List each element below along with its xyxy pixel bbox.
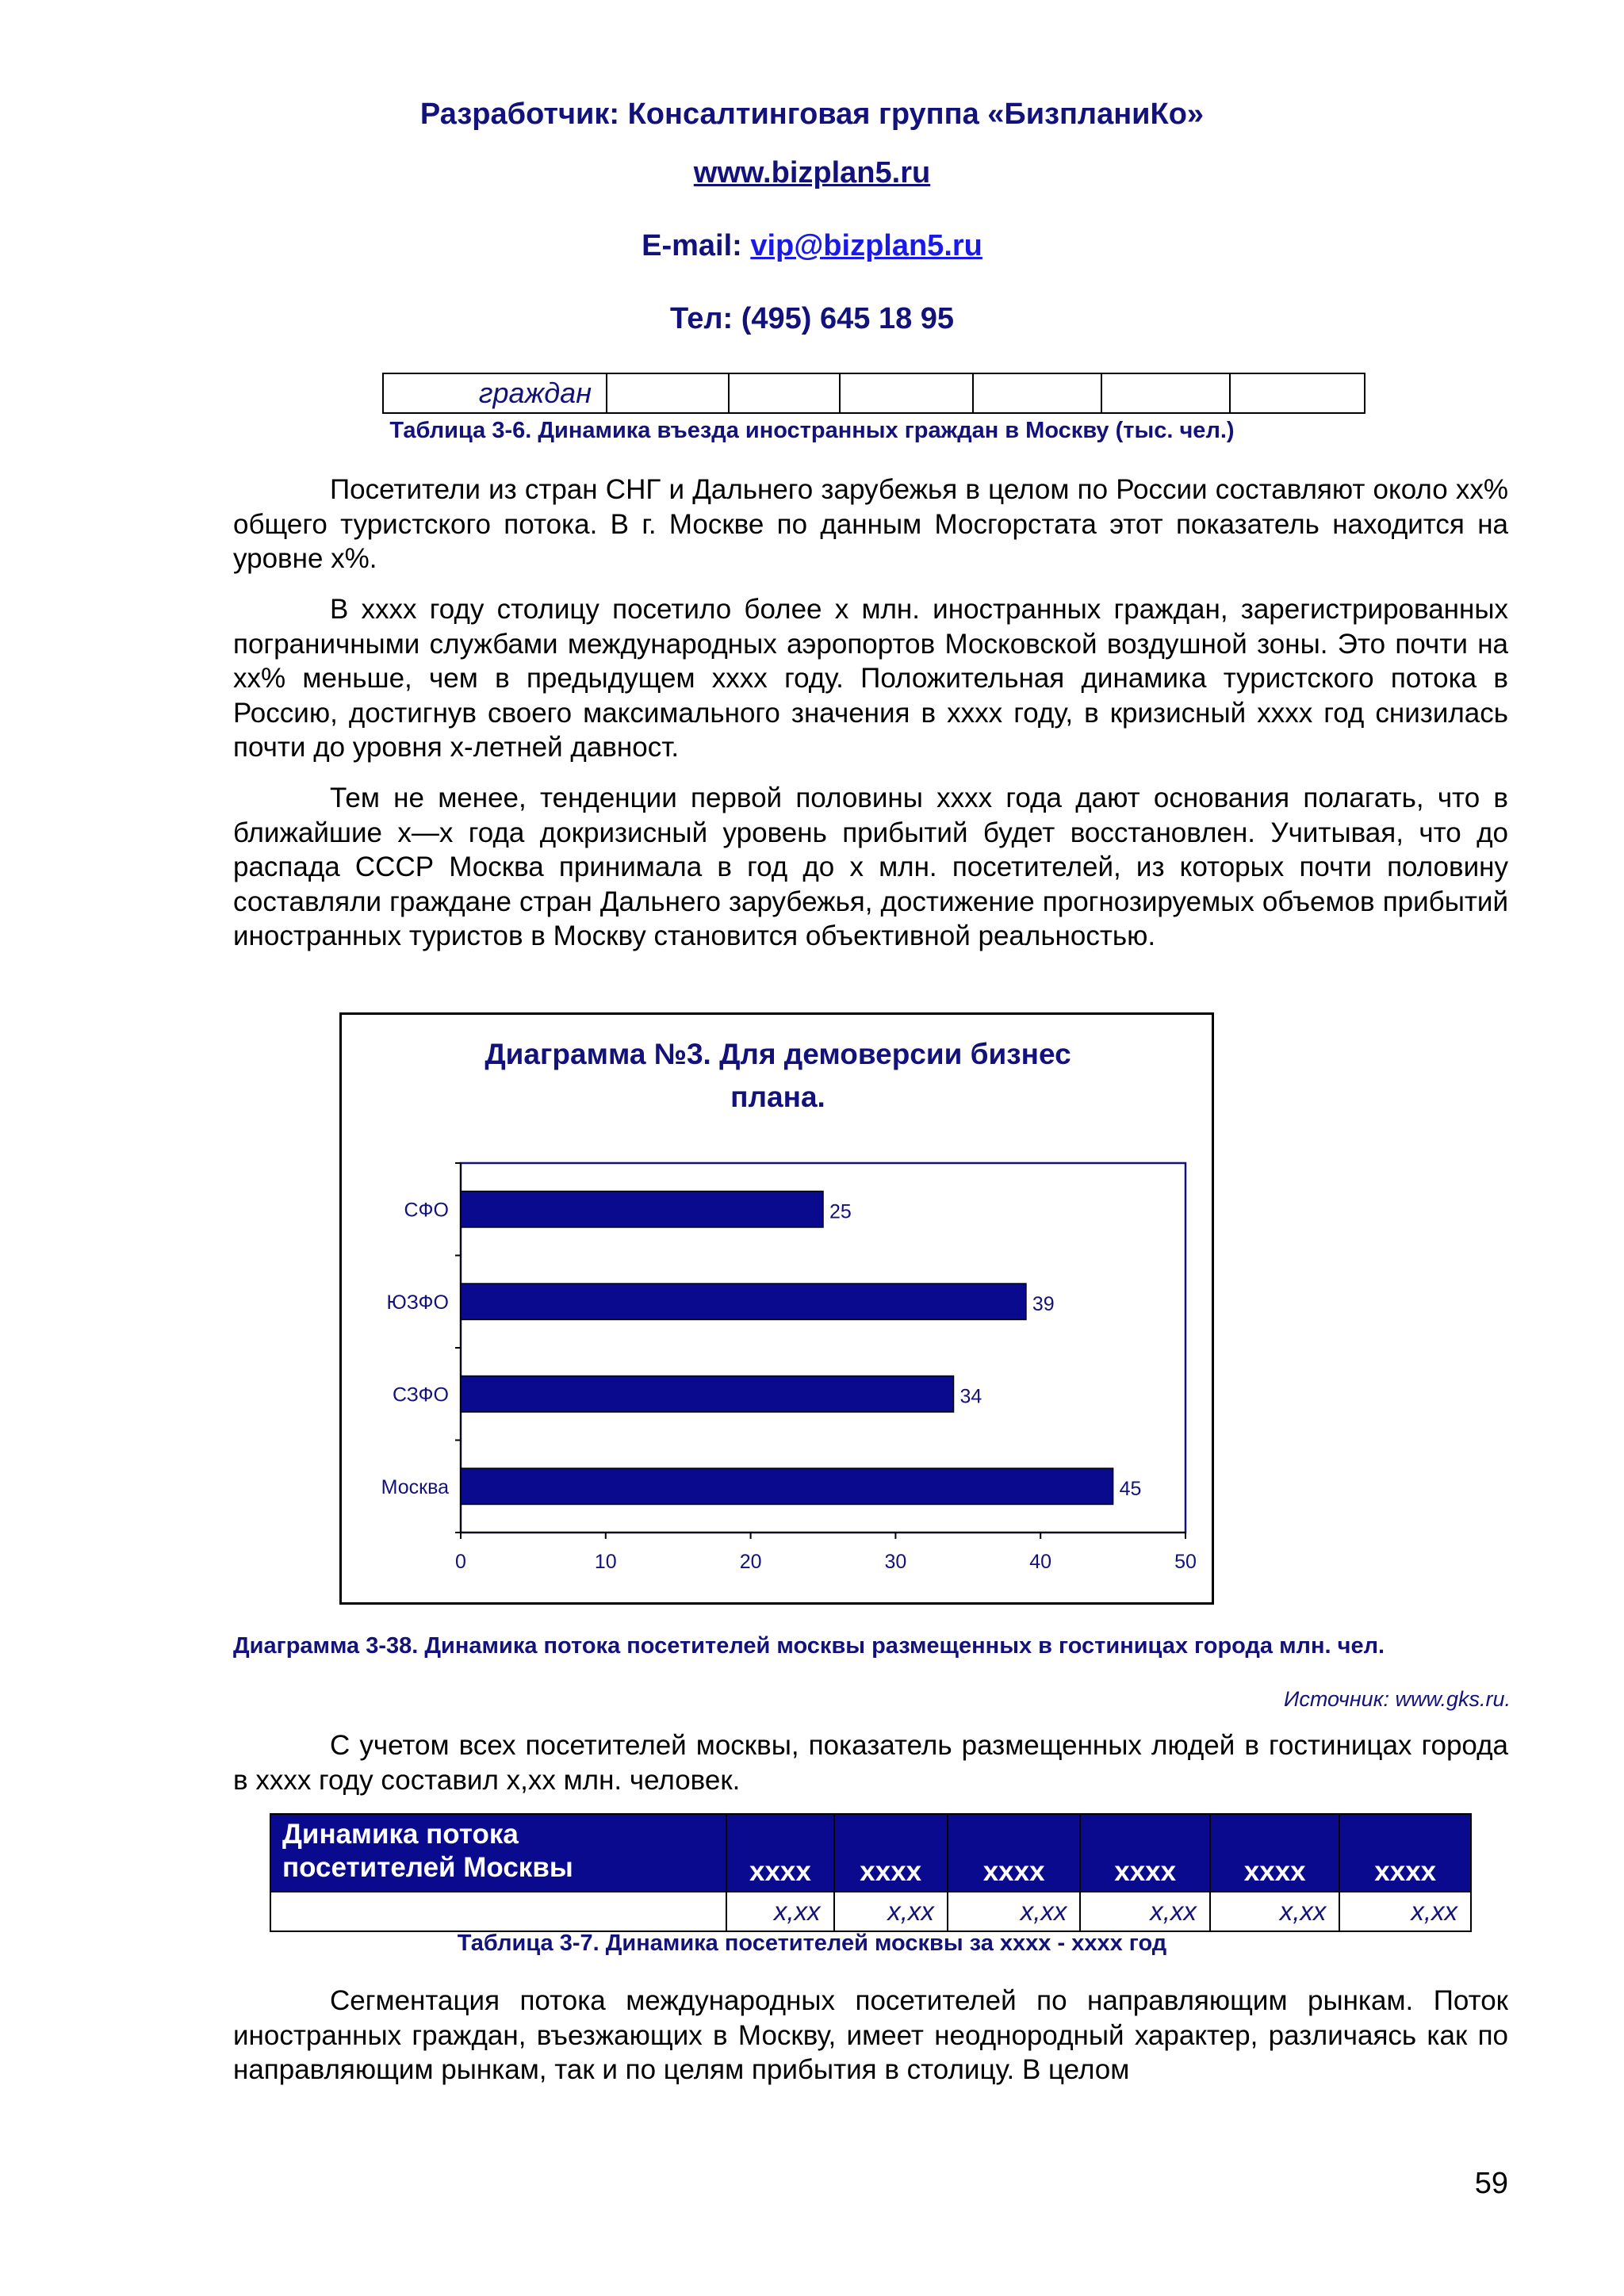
paragraph-3: Тем не менее, тенденции первой половины хххх года дают основания полагать, что в ближайшие х—х года докризисный уровень прибытий будет восстановлен. Учитывая, что до распада СССР Москва принимала в год до х млн. посетителей, из которых почти половину составляли граждане стран Дальнего зарубежья, достижение прогнозируемых объемов прибытий иностранных туристов в Москву становится объективной реальностью. [233, 783, 1508, 951]
phone-line: Тел: (495) 645 18 95 [669, 302, 955, 335]
category-label: Москва [381, 1475, 449, 1498]
table-cell: х,хх [726, 1892, 833, 1931]
chart-title-line2: плана. [730, 1081, 825, 1113]
data-label: 39 [1032, 1292, 1055, 1315]
table-cell: граждан [383, 373, 607, 413]
category-label: ЮЗФО [386, 1291, 449, 1314]
website-line [0, 155, 1624, 191]
table-row [383, 373, 1365, 413]
x-tick-label: 50 [1174, 1551, 1197, 1573]
table-cell [607, 373, 729, 413]
email-link[interactable]: vip@bizplan5.ru [750, 229, 982, 262]
page-number: 59 [1474, 2167, 1508, 2200]
chart-title-line1: Диаграмма №3. Для демоверсии бизнес [485, 1038, 1071, 1070]
source-note: Источник: www.gks.ru. [1284, 1687, 1511, 1711]
year-header: хххх [948, 1814, 1081, 1892]
bar [461, 1284, 1026, 1319]
paragraph-1: Посетители из стран СНГ и Дальнего зарубежья в целом по России составляют около хх% общего туристского потока. В г. Москве по данным Мосгорстата этот показатель находится на уровне х%. [233, 474, 1508, 574]
data-label: 45 [1119, 1477, 1142, 1500]
x-tick-label: 20 [739, 1551, 762, 1573]
year-header: хххх [1339, 1814, 1471, 1892]
category-label: СЗФО [392, 1383, 449, 1406]
paragraph-5: Сегментация потока международных посетителей по направляющим рынкам. Поток иностранных граждан, въезжающих в Москву, имеет неоднородный характер, различаясь как по направляющим рынкам, так и по целям прибытия в столицу. В целом [233, 1985, 1508, 2085]
table-cell [1230, 373, 1365, 413]
table-header-cell [270, 1814, 726, 1892]
table-3-6-caption: Таблица 3-6. Динамика въезда иностранных граждан в Москву (тыс. чел.) [389, 418, 1235, 443]
table-cell [1101, 373, 1230, 413]
table-cell: х,хх [1080, 1892, 1210, 1931]
email-label: E-mail: [642, 229, 751, 262]
year-header: хххх [834, 1814, 948, 1892]
bar [461, 1192, 823, 1227]
header-line-1: Динамика потока [282, 1819, 519, 1850]
chart-caption: Диаграмма 3-38. Динамика потока посетителей москвы размещенных в гостиницах города млн. чел. [233, 1633, 1385, 1659]
bar [461, 1468, 1113, 1504]
x-tick-label: 10 [594, 1551, 617, 1573]
table-cell: х,хх [948, 1892, 1081, 1931]
header-line-2: посетителей Москвы [282, 1852, 573, 1883]
data-label: 25 [829, 1200, 852, 1223]
email-line [0, 228, 1624, 264]
category-label: СФО [404, 1199, 449, 1222]
year-header: хххх [1080, 1814, 1210, 1892]
table-cell [729, 373, 840, 413]
bar-chart [342, 1015, 1212, 1602]
data-label: 34 [959, 1385, 982, 1408]
table-cell: х,хх [1210, 1892, 1340, 1931]
x-tick-label: 0 [455, 1551, 466, 1573]
table-3-6 [382, 373, 1365, 414]
year-header: хххх [726, 1814, 833, 1892]
paragraph-4: С учетом всех посетителей москвы, показатель размещенных людей в гостиницах города в хххх году составил х,хх млн. человек. [233, 1730, 1508, 1796]
x-tick-label: 40 [1029, 1551, 1052, 1573]
paragraph-2: В хххх году столицу посетило более х млн. иностранных граждан, зарегистрированных пограничными службами международных аэропортов Московской воздушной зоны. Это почти на хх% меньше, чем в предыдущем хххх году. Положительная динамика туристского потока в Россию, достигнув своего максимального значения в хххх году, в кризисный хххх год снизилась почти до уровня х-летней давност. [233, 594, 1508, 763]
table-cell: х,хх [1339, 1892, 1471, 1931]
bar [461, 1376, 954, 1412]
table-3-7 [270, 1813, 1472, 1932]
developer-heading: Разработчик: Консалтинговая группа «БизпланиКо» [419, 98, 1205, 131]
table-row [270, 1892, 1471, 1931]
table-cell [840, 373, 973, 413]
website-link[interactable]: www.bizplan5.ru [693, 156, 931, 189]
table-cell: х,хх [834, 1892, 948, 1931]
table-3-7-caption: Таблица 3-7. Динамика посетителей москвы за хххх - хххх год [457, 1931, 1167, 1956]
table-header-row [270, 1814, 1471, 1892]
chart-frame [339, 1012, 1214, 1605]
table-cell [973, 373, 1101, 413]
x-tick-label: 30 [884, 1551, 907, 1573]
year-header: хххх [1210, 1814, 1340, 1892]
row-label [270, 1892, 726, 1931]
